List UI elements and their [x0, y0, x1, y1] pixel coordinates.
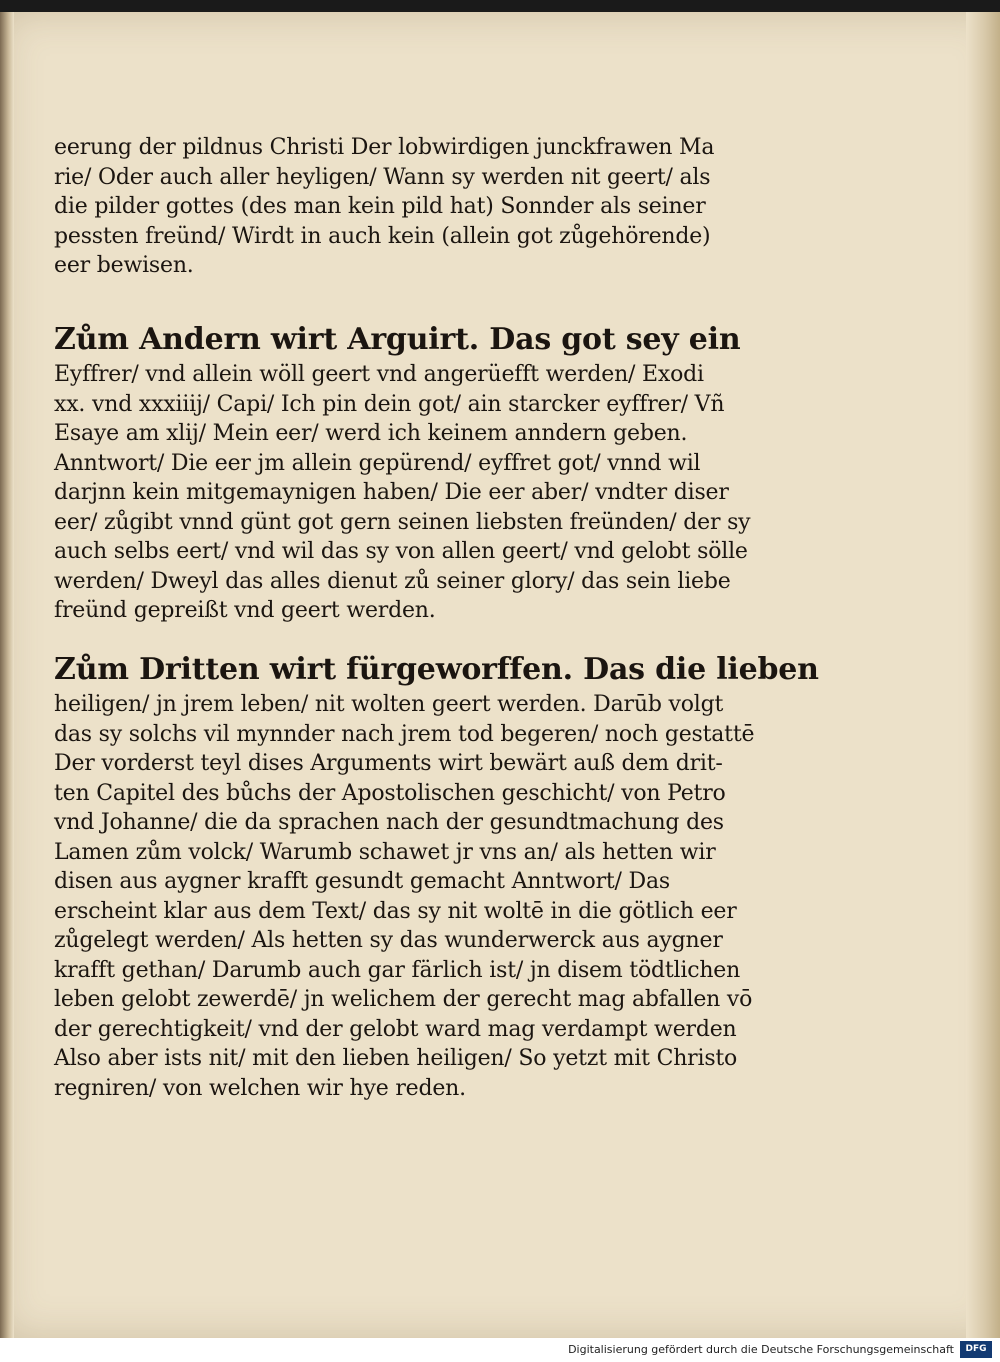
text-line: heiligen/ jn jrem leben/ nit wolten geert werden. Darūb volgt	[54, 692, 724, 717]
section-heading: Zům Andern wirt Arguirt. Das got sey ein	[54, 322, 741, 357]
text-line: krafft gethan/ Darumb auch gar färlich ist/ jn disem tödtlichen	[54, 957, 741, 983]
text-line: zůgelegt werden/ Als hetten sy das wunderwerck aus aygner	[54, 928, 723, 953]
text-line: eerung der pildnus Christi Der lobwirdigen junckfrawen Ma	[54, 135, 715, 160]
text-line: der gerechtigkeit/ vnd der gelobt ward mag verdampt werden	[54, 1016, 737, 1042]
text-line: Lamen zům volck/ Warumb schawet jr vns an/ als hetten wir	[54, 839, 716, 865]
text-line: xx. vnd xxxiiij/ Capi/ Ich pin dein got/ ain starcker eyffrer/ Vñ	[54, 391, 725, 417]
text-line: freünd gepreißt vnd geert werden.	[54, 598, 436, 623]
text-line: pessten freünd/ Wirdt in auch kein (allein got zůgehörende)	[54, 223, 711, 249]
text-line: darjnn kein mitgemaynigen haben/ Die eer aber/ vndter diser	[54, 480, 729, 505]
text-line: eer bewisen.	[54, 253, 194, 278]
text-line: disen aus aygner krafft gesundt gemacht Anntwort/ Das	[54, 869, 670, 894]
page-left-shadow	[0, 12, 14, 1338]
text-line: Anntwort/ Die eer jm allein gepürend/ eyffret got/ vnnd wil	[54, 450, 701, 476]
funding-credit: Digitalisierung gefördert durch die Deutsche Forschungsgemeinschaft	[568, 1343, 954, 1356]
text-line: regniren/ von welchen wir hye reden.	[54, 1075, 466, 1101]
text-line: leben gelobt zewerdē/ jn welichem der gerecht mag abfallen vō	[54, 987, 753, 1012]
text-line: Eyffrer/ vnd allein wöll geert vnd angerüefft werden/ Exodi	[54, 362, 704, 387]
paragraph-3	[54, 650, 819, 1103]
text-line: das sy solchs vil mynnder nach jrem tod begeren/ noch gestattē	[54, 721, 755, 747]
footer-bar	[0, 1338, 1000, 1362]
paragraph-2	[54, 320, 751, 626]
text-line: ten Capitel des bůchs der Apostolischen geschicht/ von Petro	[54, 780, 726, 806]
page-right-edge	[966, 12, 1000, 1338]
text-line: vnd Johanne/ die da sprachen nach der gesundtmachung des	[54, 810, 724, 835]
text-line: Also aber ists nit/ mit den lieben heiligen/ So yetzt mit Christo	[54, 1046, 738, 1071]
text-line: die pilder gottes (des man kein pild hat) Sonnder als seiner	[54, 194, 706, 219]
text-line: auch selbs eert/ vnd wil das sy von allen geert/ vnd gelobt sölle	[54, 539, 748, 564]
text-line: werden/ Dweyl das alles dienut zů seiner glory/ das sein liebe	[54, 568, 731, 594]
text-line: Esaye am xlij/ Mein eer/ werd ich keinem anndern geben.	[54, 421, 688, 446]
dfg-logo[interactable]: DFG	[960, 1341, 992, 1358]
text-line: erscheint klar aus dem Text/ das sy nit woltē in die götlich eer	[54, 898, 737, 924]
text-line: Der vorderst teyl dises Arguments wirt bewärt auß dem drit-	[54, 751, 723, 776]
paragraph-1	[54, 133, 744, 281]
section-heading: Zům Dritten wirt fürgeworffen. Das die lieben	[54, 652, 819, 687]
text-line: eer/ zůgibt vnnd günt got gern seinen liebsten freünden/ der sy	[54, 509, 751, 535]
text-line: rie/ Oder auch aller heyligen/ Wann sy werden nit geert/ als	[54, 164, 711, 190]
